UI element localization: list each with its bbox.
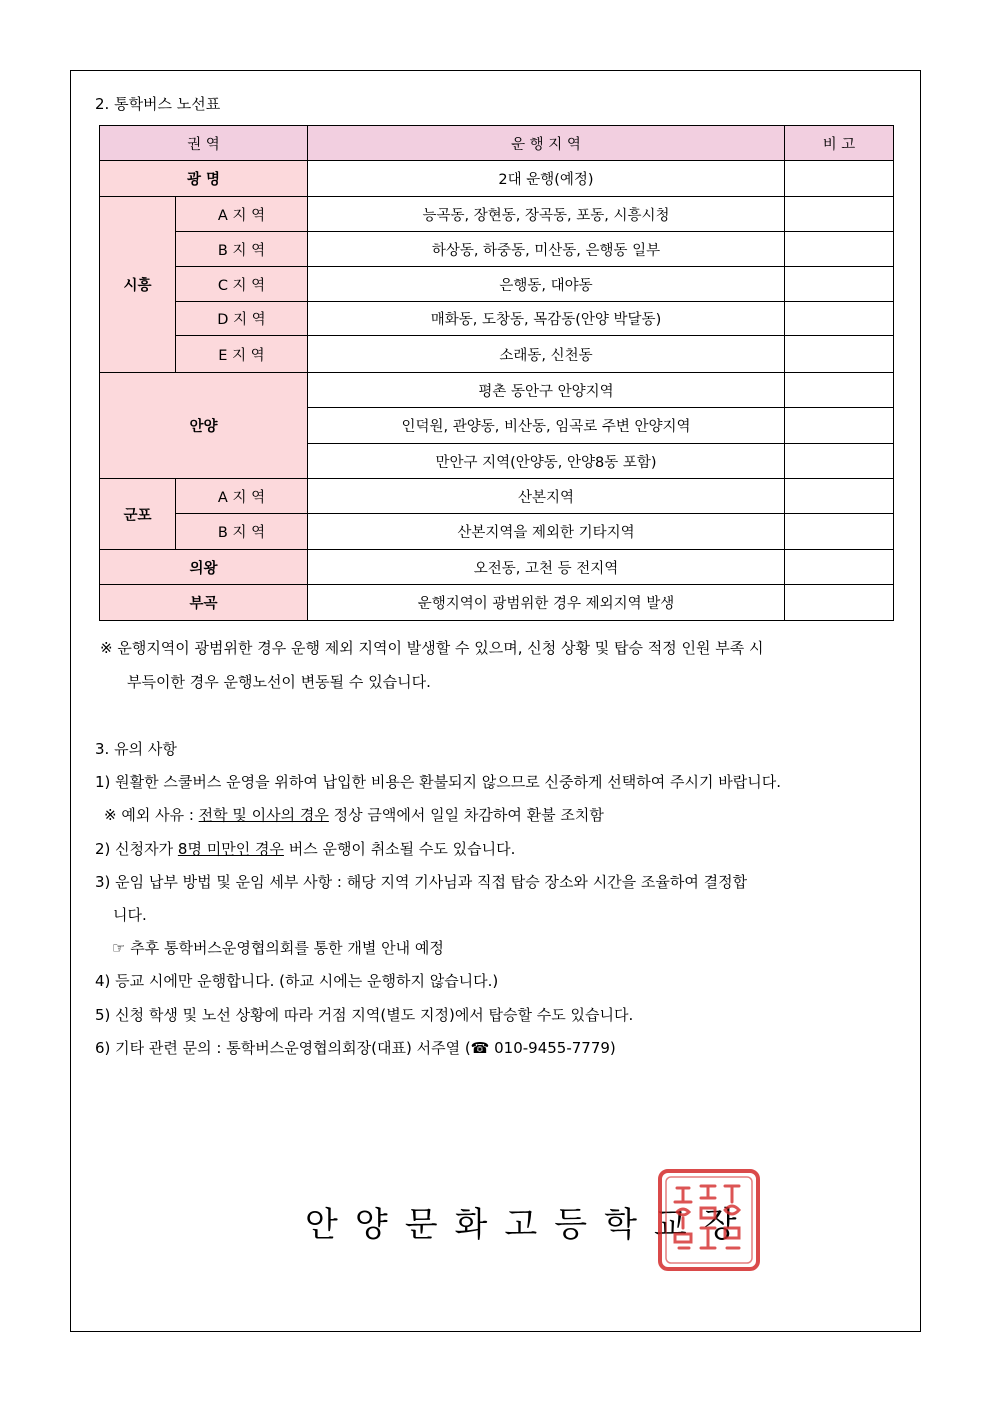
area-gwangmyeong: 광 명 <box>100 161 308 197</box>
table-row <box>100 161 894 197</box>
area-anyang: 안양 <box>100 373 308 479</box>
route-notice-line-2: 부득이한 경우 운행노선이 변동될 수 있습니다. <box>127 673 431 691</box>
notice-item-3-line-2: 니다. <box>113 906 147 924</box>
table-row <box>100 197 894 232</box>
notice-item-2 <box>95 838 515 859</box>
route-cell: 은행동, 대야동 <box>308 267 785 302</box>
item-2-underlined: 8명 미만인 경우 <box>177 840 284 858</box>
table-row <box>100 336 894 373</box>
notice-item-4: 4) 등교 시에만 운행합니다. (하교 시에는 운행하지 않습니다.) <box>95 972 499 990</box>
note-cell <box>785 302 894 336</box>
item-2-prefix: 2) 신청자가 <box>95 840 178 858</box>
route-cell: 매화동, 도창동, 목감동(안양 박달동) <box>308 302 785 336</box>
notice-item-5: 5) 신청 학생 및 노선 상황에 따라 거점 지역(별도 지정)에서 탑승할 수도 있습니다. <box>95 1006 634 1024</box>
zone-cell: C 지 역 <box>176 267 308 302</box>
note-cell <box>785 585 894 621</box>
section-3-title: 3. 유의 사항 <box>95 740 177 758</box>
note-cell <box>785 336 894 373</box>
exception-prefix: ※ 예외 사유 : <box>104 806 199 824</box>
exception-suffix: 정상 금액에서 일일 차감하여 환불 조치함 <box>328 806 604 824</box>
table-row <box>100 373 894 408</box>
note-cell <box>785 373 894 408</box>
route-cell: 2대 운행(예정) <box>308 161 785 197</box>
route-cell: 능곡동, 장현동, 장곡동, 포동, 시흥시청 <box>308 197 785 232</box>
notice-item-1-exception <box>104 804 604 825</box>
principal-signature: 안양문화고등학교장 <box>305 1205 754 1245</box>
notice-item-6: 6) 기타 관련 문의 : 통학버스운영협의회장(대표) 서주열 (☎ 010-9455-7779) <box>95 1039 616 1057</box>
item-2-suffix: 버스 운행이 취소될 수도 있습니다. <box>283 840 516 858</box>
area-siheung: 시흥 <box>100 197 176 373</box>
note-cell <box>785 408 894 444</box>
note-cell <box>785 161 894 197</box>
table-row <box>100 550 894 585</box>
notice-item-3-line-1: 3) 운임 납부 방법 및 운임 세부 사항 : 해당 지역 기사님과 직접 탑승 장소와 시간을 조율하여 결정합 <box>95 873 748 891</box>
note-cell <box>785 444 894 479</box>
zone-cell: B 지 역 <box>176 232 308 267</box>
area-bugok: 부곡 <box>100 585 308 621</box>
note-cell <box>785 267 894 302</box>
route-cell: 오전동, 고천 등 전지역 <box>308 550 785 585</box>
table-row <box>100 267 894 302</box>
note-cell <box>785 197 894 232</box>
zone-cell: D 지 역 <box>176 302 308 336</box>
header-area: 권 역 <box>100 126 308 161</box>
route-cell: 산본지역 <box>308 479 785 514</box>
zone-cell: A 지 역 <box>176 479 308 514</box>
note-cell <box>785 514 894 550</box>
route-cell: 소래동, 신천동 <box>308 336 785 373</box>
table-row <box>100 585 894 621</box>
zone-cell: A 지 역 <box>176 197 308 232</box>
exception-underlined: 전학 및 이사의 경우 <box>198 806 329 824</box>
route-cell: 만안구 지역(안양동, 안양8동 포함) <box>308 444 785 479</box>
route-cell: 평촌 동안구 안양지역 <box>308 373 785 408</box>
route-cell: 산본지역을 제외한 기타지역 <box>308 514 785 550</box>
table-row <box>100 479 894 514</box>
table-row <box>100 514 894 550</box>
school-seal-stamp <box>657 1168 761 1272</box>
route-table <box>99 125 894 621</box>
note-cell <box>785 550 894 585</box>
notice-item-3-note: ☞ 추후 통학버스운영협의회를 통한 개별 안내 예정 <box>112 939 444 957</box>
table-row <box>100 232 894 267</box>
header-route: 운 행 지 역 <box>308 126 785 161</box>
note-cell <box>785 479 894 514</box>
header-row <box>100 126 894 161</box>
route-cell: 운행지역이 광범위한 경우 제외지역 발생 <box>308 585 785 621</box>
notice-item-1: 1) 원활한 스쿨버스 운영을 위하여 납입한 비용은 환불되지 않으므로 신중하게 선택하여 주시기 바랍니다. <box>95 773 781 791</box>
section-2-title: 2. 통학버스 노선표 <box>95 95 221 113</box>
area-uiwang: 의왕 <box>100 550 308 585</box>
table-row <box>100 302 894 336</box>
route-notice-line-1: ※ 운행지역이 광범위한 경우 운행 제외 지역이 발생할 수 있으며, 신청 상황 및 탑승 적정 인원 부족 시 <box>100 639 764 657</box>
route-cell: 하상동, 하중동, 미산동, 은행동 일부 <box>308 232 785 267</box>
zone-cell: E 지 역 <box>176 336 308 373</box>
header-note: 비 고 <box>785 126 894 161</box>
zone-cell: B 지 역 <box>176 514 308 550</box>
route-cell: 인덕원, 관양동, 비산동, 임곡로 주변 안양지역 <box>308 408 785 444</box>
note-cell <box>785 232 894 267</box>
area-gunpo: 군포 <box>100 479 176 550</box>
